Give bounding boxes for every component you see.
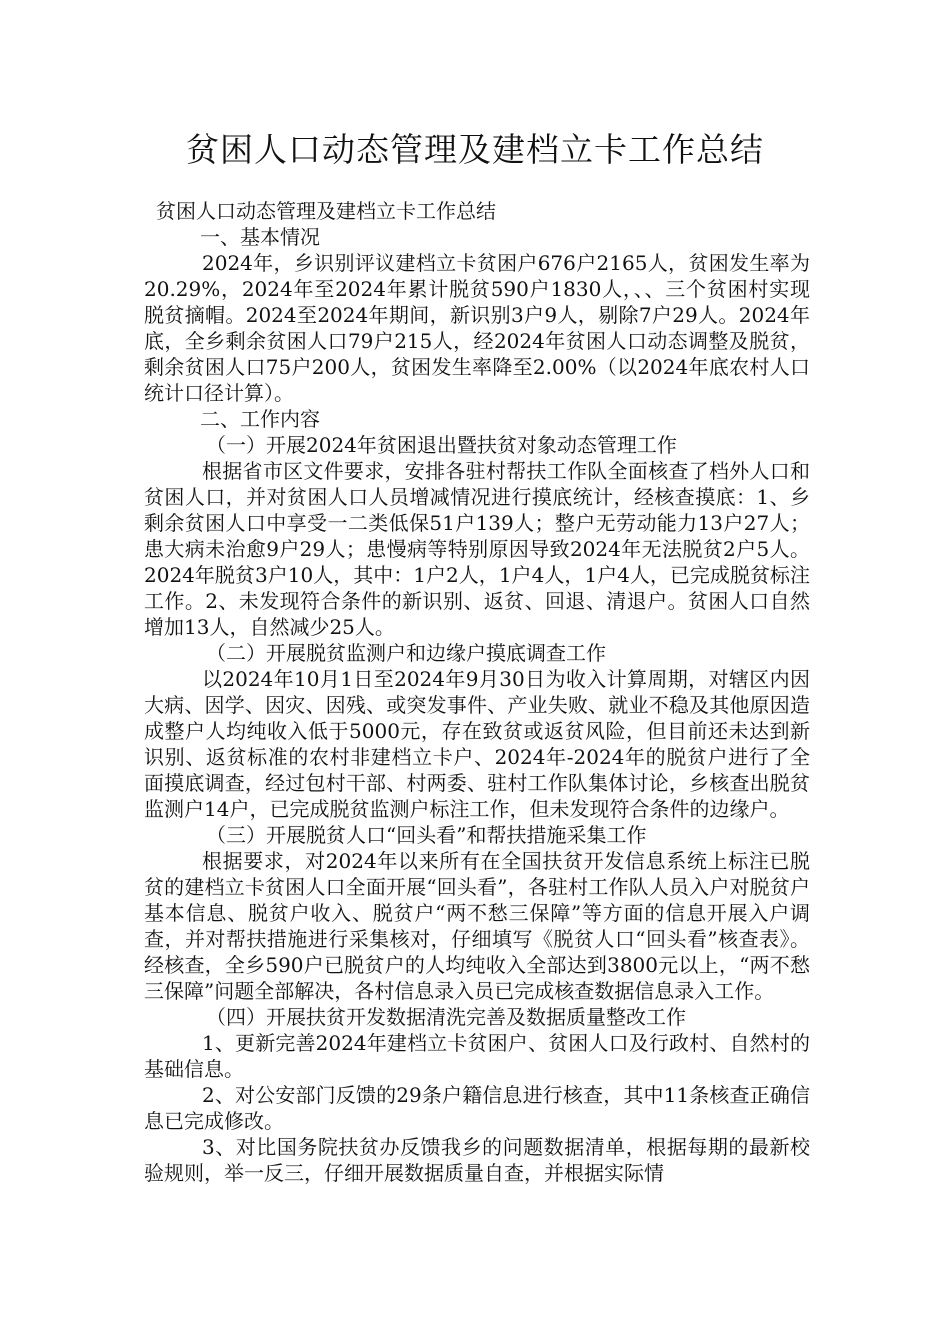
paragraph-basic-situation: 2024年，乡识别评议建档立卡贫困户676户2165人，贫困发生率为20.29%，2024年至2024年累计脱贫590户1830人，、、三个贫困村实现脱贫摘帽。2024至2024年期间，新识别3户9人，剔除7户29人。2024年底，全乡剩余贫困人口79户215人，经2024年贫困人口动态调整及脱贫，剩余贫困人口75户200人，贫困发生率降至2.00%（以2024年底农村人口统计口径计算）。 [144,251,810,405]
document-body [144,198,810,1186]
list-item-4-3: 3、对比国务院扶贫办反馈我乡的问题数据清单，根据每期的最新校验规则，举一反三，仔细开展数据质量自查，并根据实际情 [144,1135,810,1185]
list-item-4-1: 1、更新完善2024年建档立卡贫困户、贫困人口及行政村、自然村的基础信息。 [144,1031,810,1081]
section-heading-basic-situation: 一、基本情况 [200,225,320,249]
paragraph-subsection-2: 以2024年10月1日至2024年9月30日为收入计算周期，对辖区内因大病、因学、因灾、因残、或突发事件、产业失败、就业不稳及其他原因造成整户人均纯收入低于5000元，存在致贫或返贫风险，但目前还未达到新识别、返贫标准的农村非建档立卡户、2024年-2024年的脱贫户进行了全面摸底调查，经过包村干部、村两委、驻村工作队集体讨论，乡核查出脱贫监测户14户，已完成脱贫监测户标注工作，但未发现符合条件的边缘户。 [144,667,810,821]
document-subtitle: 贫困人口动态管理及建档立卡工作总结 [156,199,496,223]
paragraph-subsection-1: 根据省市区文件要求，安排各驻村帮扶工作队全面核查了档外人口和贫困人口，并对贫困人口人员增减情况进行摸底统计，经核查摸底：1、乡剩余贫困人口中享受一二类低保51户139人；整户无劳动能力13户27人；患大病未治愈9户29人；患慢病等特别原因导致2024年无法脱贫2户5人。2024年脱贫3户10人，其中：1户2人，1户4人，1户4人，已完成脱贫标注工作。2、未发现符合条件的新识别、返贫、回退、清退户。贫困人口自然增加13人，自然减少25人。 [144,459,810,639]
subsection-heading-1: （一）开展2024年贫困退出暨扶贫对象动态管理工作 [206,433,677,457]
paragraph-subsection-3: 根据要求，对2024年以来所有在全国扶贫开发信息系统上标注已脱贫的建档立卡贫困人口全面开展“回头看”，各驻村工作队人员入户对脱贫户基本信息、脱贫户收入、脱贫户“两不愁三保障”等方面的信息开展入户调查，并对帮扶措施进行采集核对，仔细填写《脱贫人口“回头看”核查表》。经核查，全乡590户已脱贫户的人均纯收入全部达到3800元以上，“两不愁三保障”问题全部解决，各村信息录入员已完成核查数据信息录入工作。 [144,849,810,1003]
section-heading-work-content: 二、工作内容 [200,407,320,431]
subsection-heading-3: （三）开展脱贫人口“回头看”和帮扶措施采集工作 [206,823,647,847]
subsection-heading-4: （四）开展扶贫开发数据清洗完善及数据质量整改工作 [206,1005,686,1029]
list-item-4-2: 2、对公安部门反馈的29条户籍信息进行核查，其中11条核查正确信息已完成修改。 [144,1083,810,1133]
subsection-heading-2: （二）开展脱贫监测户和边缘户摸底调查工作 [206,641,606,665]
document-title: 贫困人口动态管理及建档立卡工作总结 [186,130,764,169]
